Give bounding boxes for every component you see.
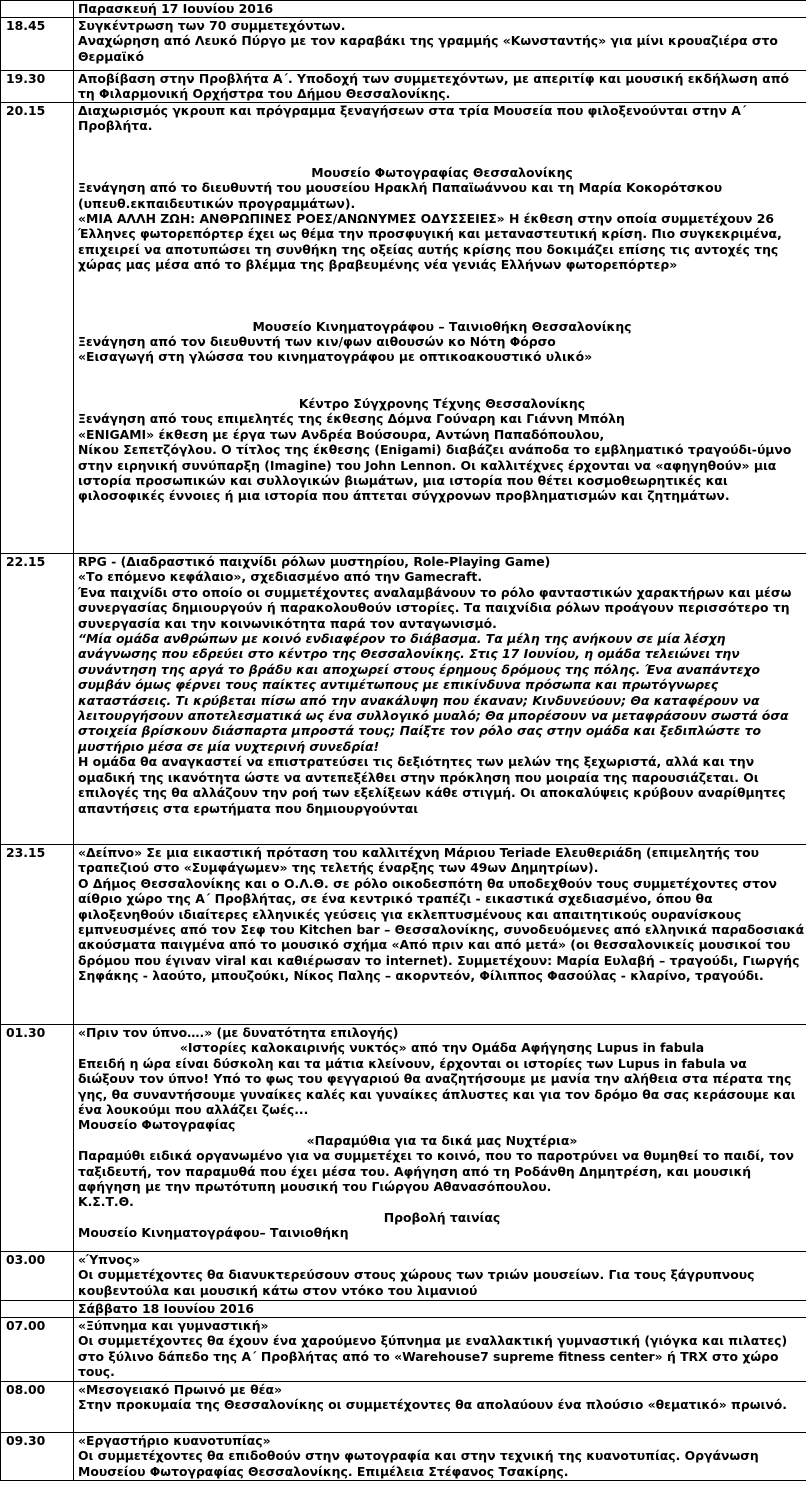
time-cell: 09.30 xyxy=(1,1433,74,1481)
time-cell: 03.00 xyxy=(1,1252,74,1301)
museum-title: Κέντρο Σύγχρονης Τέχνης Θεσσαλονίκης xyxy=(298,395,586,411)
table-row xyxy=(1,103,806,554)
time-cell: 22.15 xyxy=(1,554,74,845)
time-cell: 19.30 xyxy=(1,71,74,103)
event-cell: «Ύπνος» Οι συμμετέχοντες θα διανυκτερεύσουν στους χώρους των τριών μουσείων. Για τους ξάγρυπνους κουβεντούλα και μουσική κάτω στον ντόκο του λιμανιού xyxy=(74,1252,806,1301)
event-cell: «Εργαστήριο κυανοτυπίας» Οι συμμετέχοντες θα επιδοθούν στην φωτογραφία και στην τεχνική της κυανοτυπίας. Οργάνωση Μουσείου Φωτογραφίας Θεσσαλονίκης. Επιμέλεια Στέφανος Τσακίρης. xyxy=(74,1433,806,1481)
event-cell: «Πριν τον ύπνο….» (με δυνατότητα επιλογής) «Ιστορίες καλοκαιρινής νυκτός» από την Ομάδα Αφήγησης Lupus in fabula Επειδή η ώρα είναι δύσκολη και τα μάτια κλείνουν, έρχονται οι ιστορίες των Lupus in fabula να διώξουν τον ύπνο! Υπό το φως του φεγγαριού θα αναζητήσουμε με μανία την αλήθεια στα πέρατα της γης, θα συναντήσουμε γυναίκες καλές και γυναίκες άπλυστες και για τον δρόμο θα σας κεράσουμε και ένα λουκούμι που αλλάζει ζωές... Μουσείο Φωτογραφίας «Παραμύθια για τα δικά μας Νυχτέρια» Παραμύθι ειδικά οργανωμένο για να συμμετέχει το κοινό, που το παροτρύνει να θυμηθεί το παιδί, τον ταξιδευτή, τον παραμυθά που έχει μέσα του. Αφήγηση από τη Ροδάνθη Δημητρέση, και μουσική αφήγηση με την πρωτότυπη μουσική του Γιώργου Αθανασόπουλου. Κ.Σ.Τ.Θ. Προβολή ταινίας Μουσείο Κινηματογράφου– Ταινιοθήκη xyxy=(74,1025,806,1252)
day-header-row xyxy=(1,1,806,18)
time-cell: 07.00 xyxy=(1,1318,74,1382)
event-cell: «Ξύπνημα και γυμναστική» Οι συμμετέχοντες θα έχουν ένα χαρούμενο ξύπνημα με εναλλακτική γυμναστική (γιόγκα και πιλατες) στο ξύλινο δάπεδο της Α΄ Προβλήτας από το «Warehouse7 supreme fitness center» ή TRX στο χώρο τους. xyxy=(74,1318,806,1382)
time-cell: 01.30 xyxy=(1,1025,74,1252)
event-cell: «Μεσογειακό Πρωινό με θέα» Στην προκυμαία της Θεσσαλονίκης οι συμμετέχοντες θα απολαύουν ένα πλούσιο «θεματικό» πρωινό. xyxy=(74,1382,806,1433)
table-row xyxy=(1,554,806,845)
table-row xyxy=(1,1382,806,1433)
table-row xyxy=(1,1318,806,1382)
table-row xyxy=(1,1025,806,1252)
table-row xyxy=(1,1433,806,1481)
event-cell: Συγκέντρωση των 70 συμμετεχόντων. Αναχώρηση από Λευκό Πύργο με τον καραβάκι της γραμμής «Κωνσταντής» για μίνι κρουαζιέρα στο Θερμαϊκό xyxy=(74,18,806,71)
museum-title: Μουσείο Φωτογραφίας Θεσσαλονίκης xyxy=(311,164,573,180)
event-cell: Διαχωρισμός γκρουπ και πρόγραμμα ξεναγήσεων στα τρία Μουσεία που φιλοξενούνται στην Α΄ Προβλήτα. Μουσείο Φωτογραφίας Θεσσαλονίκης Ξενάγηση από το διευθυντή του μουσείου Ηρακλή Παπαϊωάννου και τη Μαρία Κοκορότσκου (υπευθ.εκπαιδευτικών προγραμμάτων). «ΜΙΑ ΑΛΛΗ ΖΩΗ: ΑΝΘΡΩΠΙΝΕΣ ΡΟΕΣ/ΑΝΩΝΥΜΕΣ ΟΔΥΣΣΕΙΕΣ» Η έκθεση στην οποία συμμετέχουν 26 Έλληνες φωτορεπόρτερ έχει ως θέμα την προσφυγική και μεταναστευτική κρίση. Πιο συγκεκριμένα, επιχειρεί να αποτυπώσει τη συνθήκη της οξείας αυτής κρίσης που δοκιμάζει επίσης τις αντοχές της χώρας μας μέσα από το βλέμμα της βραβευμένης νέα γενιάς Ελλήνων φωτορεπόρτερ» Μουσείο Κινηματογράφου – Ταινιοθήκη Θεσσαλονίκης Ξενάγηση από τον διευθυντή των κιν/φων αιθουσών κο Νότη Φόρσο «Εισαγωγή στη γλώσσα του κινηματογράφου με οπτικοακουστικό υλικό» Κέντρο Σύγχρονης Τέχνης Θεσσαλονίκης Ξενάγηση από τους επιμελητές της έκθεσης Δόμνα Γούναρη και Γιάννη Μπόλη «ENIGAMI» έκθεση με έργα των Ανδρέα Βούσουρα, Αντώνη Παπαδόπουλου, Νίκου Σεπετζόγλου. Ο τίτλος της έκθεσης (Enigami) διαβάζει ανάποδα το εμβληματικό τραγούδι-ύμνο στην ειρηνική συνύπαρξη (Imagine) του John Lennon. Οι καλλιτέχνες έρχονται να «αφηγηθούν» μια ιστορία προσωπικών και συλλογικών βιωμάτων, μια ιστορία που θέτει κοσμοθεωρητικές και φιλοσοφικές έννοιες ή μια ιστορία που άπτεται σύγχρονων προβληματισμών και ζητημάτων. xyxy=(74,103,806,554)
day-title: Παρασκευή 17 Ιουνίου 2016 xyxy=(74,1,806,18)
museum-title: Μουσείο Κινηματογράφου – Ταινιοθήκη Θεσσαλονίκης xyxy=(252,318,632,334)
table-row xyxy=(1,845,806,1025)
time-cell: 20.15 xyxy=(1,103,74,554)
table-row xyxy=(1,71,806,103)
table-row xyxy=(1,1252,806,1301)
day-header-row xyxy=(1,1301,806,1318)
time-cell: 18.45 xyxy=(1,18,74,71)
table-row xyxy=(1,18,806,71)
time-cell: 08.00 xyxy=(1,1382,74,1433)
day-title: Σάββατο 18 Ιουνίου 2016 xyxy=(74,1301,806,1318)
time-cell: 23.15 xyxy=(1,845,74,1025)
event-cell: RPG - (Διαδραστικό παιχνίδι ρόλων μυστηρίου, Role-Playing Game) «Το επόμενο κεφάλαιο», σχεδιασμένο από την Gamecraft. Ένα παιχνίδι στο οποίο οι συμμετέχοντες αναλαμβάνουν το ρόλο φανταστικών χαρακτήρων και μέσω συνεργασίας δημιουργούν ή παρακολουθούν ιστορίες. Τα παιχνίδια ρόλων προάγουν περισσότερο τη συνεργασία και την κοινωνικότητα παρά τον ανταγωνισμό. “Μία ομάδα ανθρώπων με κοινό ενδιαφέρον το διάβασμα. Τα μέλη της ανήκουν σε μία λέσχη ανάγνωσης που εδρεύει στο κέντρο της Θεσσαλονίκης. Στις 17 Ιουνίου, η ομάδα τελειώνει την συνάντηση της αργά το βράδυ και αποχωρεί στους έρημους δρόμους της πόλης. Ένα αναπάντεχο συμβάν όμως φέρνει τους παίκτες αντιμέτωπους με επικίνδυνα πρόσωπα και πρωτόγνωρες καταστάσεις. Τι κρύβεται πίσω από την ανακάλυψη που έκαναν; Κινδυνεύουν; Θα καταφέρουν να λειτουργήσουν αποτελεσματικά ως ένα συλλογικό μυαλό; Θα μπορέσουν να μεταφράσουν σωστά όσα στοιχεία βρίσκουν διάσπαρτα μπροστά τους; Παίξτε τον ρόλο σας στην ομάδα και ξεδιπλώστε το μυστήριο μέσα σε μία νυχτερινή συνεδρία! Η ομάδα θα αναγκαστεί να επιστρατεύσει τις δεξιότητες των μελών της ξεχωριστά, αλλά και την ομαδική της ικανότητα ώστε να αντεπεξέλθει στην πρόκληση που μοιραία της παρουσιάζεται. Οι επιλογές της θα αλλάζουν την ροή των εξελίξεων κάθε στιγμή. Οι αποκαλύψεις κρύβουν αναρίθμητες απαντήσεις στα ερωτήματα που δημιουργούνται xyxy=(74,554,806,845)
event-cell: Αποβίβαση στην Προβλήτα Α΄. Υποδοχή των συμμετεχόντων, με απεριτίφ και μουσική εκδήλωση από τη Φιλαρμονική Ορχήστρα του Δήμου Θεσσαλονίκης. xyxy=(74,71,806,103)
event-cell: «Δείπνο» Σε μια εικαστική πρόταση του καλλιτέχνη Μάριου Teriade Ελευθεριάδη (επιμελητής του τραπεζιού στο «Συμφάγωμεν» της τελετής έναρξης των 49ων Δημητρίων). Ο Δήμος Θεσσαλονίκης και ο Ο.Λ.Θ. σε ρόλο οικοδεσπότη θα υποδεχθούν τους συμμετέχοντες στον αίθριο χώρο της Α΄ Προβλήτας, σε ένα κεντρικό τραπέζι - εικαστικά σχεδιασμένο, όπου θα φιλοξενηθούν ιδιαίτερες ελληνικές γεύσεις για εκλεπτυσμένους και απαιτητικούς ουρανίσκους εμπνευσμένες από τον Σεφ του Kitchen bar – Θεσσαλονίκης, συνοδευόμενες από ελληνικά παραδοσιακά ακούσματα παιγμένα από το μουσικό σχήμα «Από πριν και από μετά» (οι θεσσαλονικείς μουσικοί του δρόμου που έγιναν viral και καθιέρωσαν το internet). Συμμετέχουν: Μαρία Ευλαβή – τραγούδι, Γιωργής Σηφάκης - λαούτο, μπουζούκι, Νίκος Παλης – ακορντεόν, Φίλιππος Φασούλας - κλαρίνο, τραγούδι. xyxy=(74,845,806,1025)
